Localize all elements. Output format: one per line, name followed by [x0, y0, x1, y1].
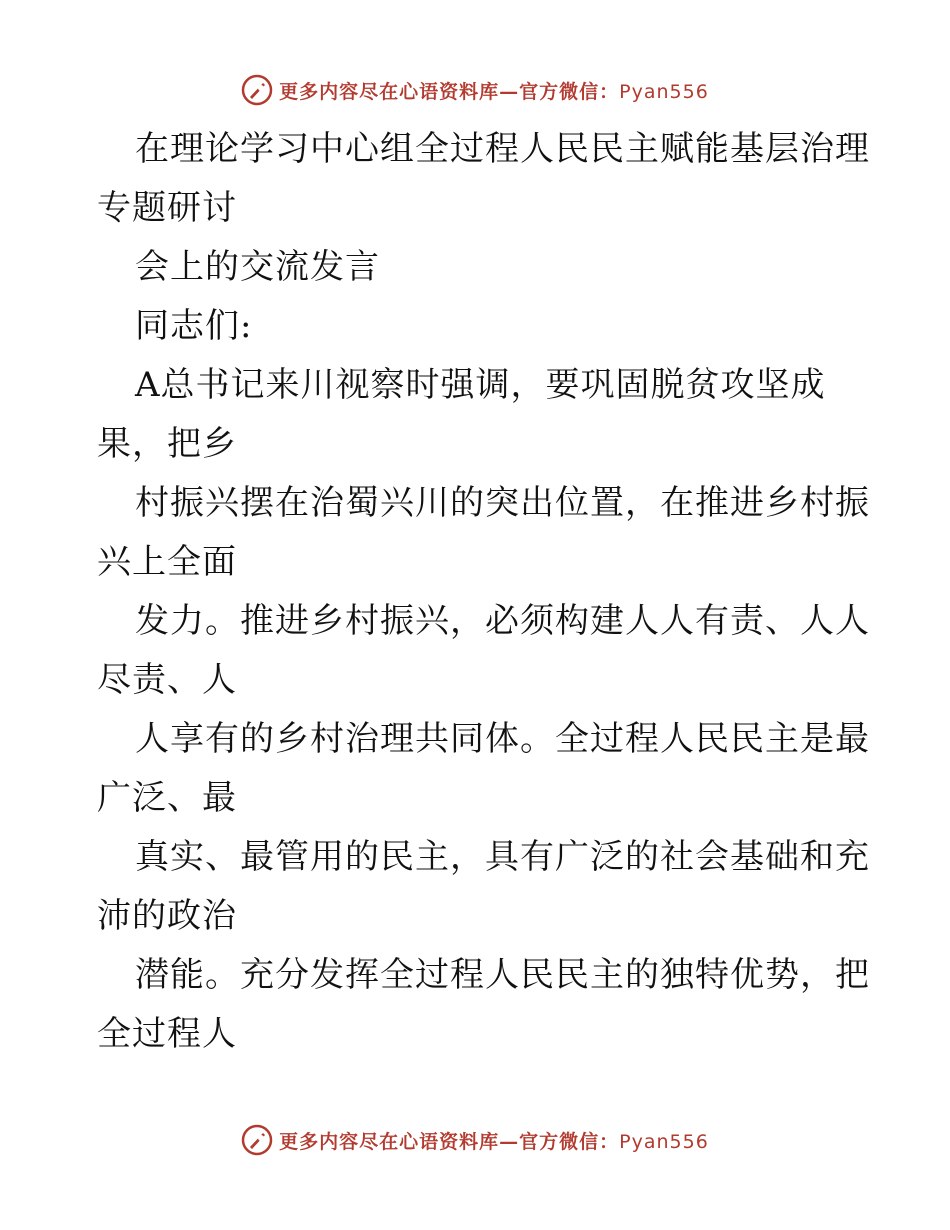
watermark-text: 更多内容尽在心语资料库—官方微信：Pyan556 — [279, 80, 709, 103]
paragraph-line: 潜能。充分发挥全过程人民民主的独特优势，把 — [135, 955, 870, 995]
header-watermark — [0, 70, 950, 110]
paragraph-line: 村振兴摆在治蜀兴川的突出位置，在推进乡村振 — [135, 483, 870, 523]
paragraph-line: 真实、最管用的民主，具有广泛的社会基础和充 — [135, 837, 870, 877]
title-line-1: 在理论学习中心组全过程人民民主赋能基层治理 — [135, 129, 870, 169]
quill-logo-icon — [241, 74, 273, 106]
footer-watermark — [0, 1120, 950, 1160]
quill-logo-icon — [241, 1124, 273, 1156]
paragraph-line: 尽责、人 — [97, 660, 237, 700]
document-body — [97, 120, 870, 1064]
salutation: 同志们: — [135, 306, 253, 346]
paragraph-line: 果，把乡 — [97, 424, 237, 464]
paragraph-line: 全过程人 — [97, 1014, 237, 1054]
paragraph-line: A总书记来川视察时强调，要巩固脱贫攻坚成 — [135, 365, 826, 405]
title-line-3: 会上的交流发言 — [135, 247, 380, 287]
paragraph-line: 发力。推进乡村振兴，必须构建人人有责、人人 — [135, 601, 870, 641]
paragraph-line: 兴上全面 — [97, 542, 237, 582]
watermark-text: 更多内容尽在心语资料库—官方微信：Pyan556 — [279, 1130, 709, 1153]
paragraph-line: 人享有的乡村治理共同体。全过程人民民主是最 — [135, 719, 870, 759]
paragraph-line: 广泛、最 — [97, 778, 237, 818]
paragraph-line: 沛的政治 — [97, 896, 237, 936]
title-line-2: 专题研讨 — [97, 188, 237, 228]
